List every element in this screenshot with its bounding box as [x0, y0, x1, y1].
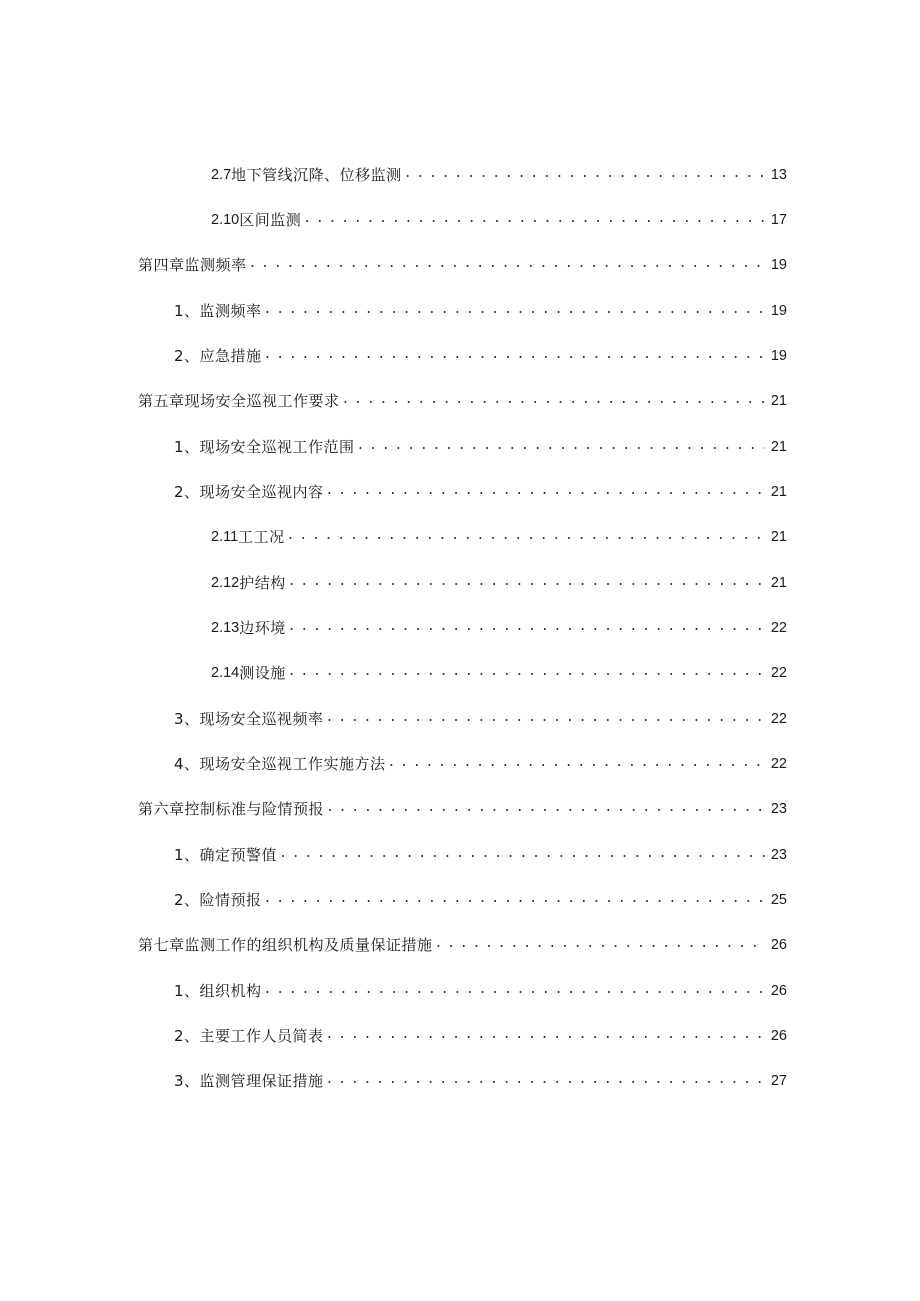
dot-leader	[326, 708, 765, 728]
toc-entry-page-number: 22	[770, 710, 787, 727]
toc-entry-title: 第四章监测频率	[138, 256, 247, 275]
toc-entry-title: 第七章监测工作的组织机构及质量保证措施	[138, 936, 433, 955]
toc-entry-page-number: 22	[770, 619, 787, 636]
toc-entry[interactable]	[0, 197, 920, 242]
dot-leader	[288, 662, 765, 682]
toc-entry-title: 2、险情预报	[174, 890, 262, 909]
dot-leader	[326, 798, 765, 818]
toc-entry[interactable]	[0, 379, 920, 424]
toc-entry-number: 2.10	[211, 211, 240, 228]
table-of-contents	[0, 152, 920, 1104]
toc-entry-title: 4、现场安全巡视工作实施方法	[174, 754, 386, 773]
toc-entry[interactable]	[0, 832, 920, 877]
toc-entry-title: 1、确定预警值	[174, 845, 278, 864]
toc-entry[interactable]	[0, 651, 920, 696]
toc-entry-number: 2.14	[211, 665, 240, 682]
toc-entry[interactable]	[0, 152, 920, 197]
toc-entry-page-number: 17	[770, 211, 787, 228]
toc-entry-page-number: 23	[770, 801, 787, 818]
toc-entry[interactable]	[0, 696, 920, 741]
toc-entry[interactable]	[0, 605, 920, 650]
toc-entry-page-number: 19	[770, 257, 787, 274]
toc-entry-page-number: 21	[770, 483, 787, 500]
toc-entry[interactable]	[0, 288, 920, 333]
dot-leader	[404, 164, 765, 184]
dot-leader	[288, 617, 765, 637]
toc-entry-page-number: 21	[770, 574, 787, 591]
toc-entry[interactable]	[0, 787, 920, 832]
toc-entry[interactable]	[0, 424, 920, 469]
toc-entry[interactable]	[0, 243, 920, 288]
toc-entry-title: 地下管线沉降、位移监测	[231, 165, 402, 184]
dot-leader	[264, 889, 765, 909]
toc-entry-page-number: 27	[770, 1073, 787, 1090]
toc-entry-title: 护结构	[239, 573, 286, 592]
dot-leader	[342, 390, 765, 410]
toc-entry[interactable]	[0, 560, 920, 605]
toc-entry-page-number: 13	[770, 166, 787, 183]
toc-entry-page-number: 26	[770, 982, 787, 999]
toc-entry-title: 1、现场安全巡视工作范围	[174, 437, 355, 456]
toc-entry[interactable]	[0, 469, 920, 514]
toc-entry-page-number: 26	[770, 1027, 787, 1044]
toc-entry-page-number: 26	[770, 937, 787, 954]
toc-entry[interactable]	[0, 1059, 920, 1104]
toc-entry-page-number: 23	[770, 846, 787, 863]
toc-entry-title: 测设施	[239, 664, 286, 683]
toc-entry-title: 3、监测管理保证措施	[174, 1072, 324, 1091]
toc-entry-number: 2.11	[211, 529, 239, 546]
toc-entry[interactable]	[0, 333, 920, 378]
toc-entry-number: 2.7	[211, 166, 232, 183]
dot-leader	[287, 526, 765, 546]
toc-entry[interactable]	[0, 968, 920, 1013]
toc-entry-title: 2、应急措施	[174, 346, 262, 365]
dot-leader	[326, 1025, 765, 1045]
toc-entry-page-number: 21	[770, 529, 787, 546]
toc-entry-page-number: 19	[770, 302, 787, 319]
toc-entry-title: 3、现场安全巡视频率	[174, 709, 324, 728]
toc-entry[interactable]	[0, 741, 920, 786]
dot-leader	[264, 300, 765, 320]
toc-entry-title: 边环境	[239, 618, 286, 637]
dot-leader	[264, 980, 765, 1000]
dot-leader	[303, 209, 765, 229]
toc-entry-number: 2.13	[211, 619, 240, 636]
toc-entry[interactable]	[0, 923, 920, 968]
dot-leader	[326, 481, 765, 501]
dot-leader	[249, 254, 765, 274]
dot-leader	[357, 436, 765, 456]
toc-entry-page-number: 19	[770, 347, 787, 364]
toc-entry-title: 2、主要工作人员简表	[174, 1026, 324, 1045]
toc-entry[interactable]	[0, 1013, 920, 1058]
toc-entry-title: 第六章控制标准与险情预报	[138, 800, 325, 819]
dot-leader	[435, 934, 765, 954]
toc-entry-title: 第五章现场安全巡视工作要求	[138, 392, 340, 411]
toc-entry-number: 2.12	[211, 574, 240, 591]
dot-leader	[388, 753, 765, 773]
toc-entry-title: 2、现场安全巡视内容	[174, 482, 324, 501]
dot-leader	[279, 844, 765, 864]
toc-entry-title: 工工况	[238, 528, 285, 547]
toc-entry-title: 1、组织机构	[174, 981, 262, 1000]
toc-entry-page-number: 22	[770, 755, 787, 772]
toc-entry-page-number: 22	[770, 665, 787, 682]
dot-leader	[264, 345, 765, 365]
toc-entry[interactable]	[0, 515, 920, 560]
dot-leader	[326, 1070, 765, 1090]
toc-entry-title: 区间监测	[239, 210, 302, 229]
toc-entry-page-number: 21	[770, 438, 787, 455]
toc-entry-page-number: 21	[770, 393, 787, 410]
dot-leader	[288, 572, 765, 592]
toc-entry[interactable]	[0, 877, 920, 922]
toc-entry-title: 1、监测频率	[174, 301, 262, 320]
toc-entry-page-number: 25	[770, 891, 787, 908]
